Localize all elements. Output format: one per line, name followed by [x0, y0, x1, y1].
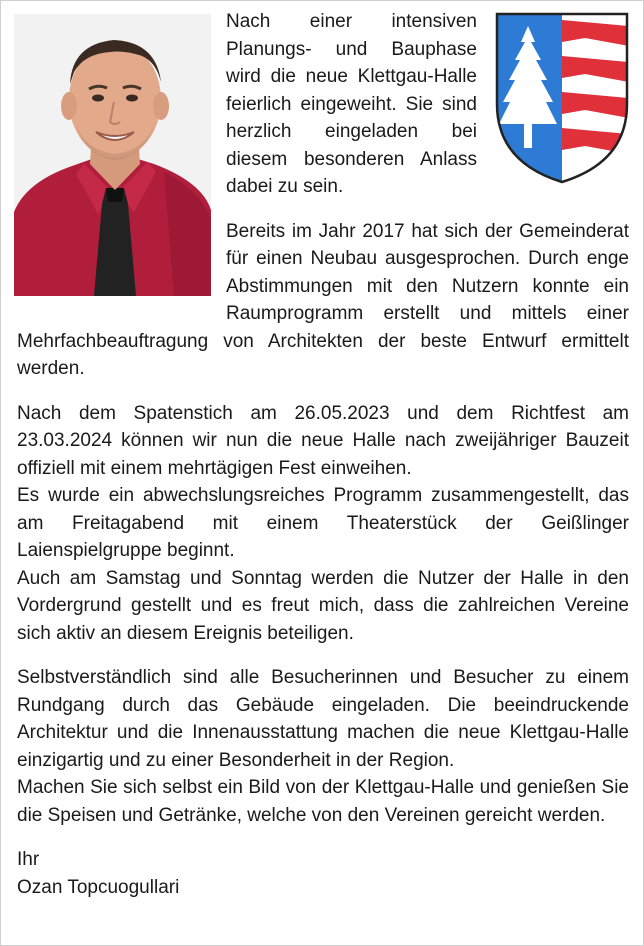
paragraph-weekend: Auch am Samstag und Sonntag werden die Nutzer der Halle in den Vordergrund gestellt und es freut mich, dass die zahlreichen Vereine sich aktiv an diesem Ereignis beteiligen. — [17, 567, 629, 644]
coat-of-arms-icon — [495, 12, 629, 184]
municipal-coat-of-arms — [495, 12, 629, 184]
portrait-photo — [14, 14, 211, 296]
closing-text: Ihr — [17, 849, 40, 870]
paragraph-timeline: Nach dem Spatenstich am 26.05.2023 und dem Richtfest am 23.03.2024 können wir nun die neue Halle nach zweijähriger Bauzeit offiziell mit einem mehrtägigen Fest einweihen. — [17, 402, 629, 479]
paragraph-tour: Selbstverständlich sind alle Besucherinnen und Besucher zu einem Rundgang durch das Gebäude eingeladen. Die beeindruckende Architektur und die Innenausstattung machen die neue Klettgau-Halle einzigartig und zu einer Besonderheit in der Region. — [17, 667, 629, 771]
signature-name: Ozan Topcuogullari — [17, 876, 180, 898]
paragraph-program: Es wurde ein abwechslungsreiches Programm zusammengestellt, das am Freitagabend mit einem Theaterstück der Geißlinger Laienspielgruppe beginnt. — [17, 485, 629, 561]
paragraph-food: Machen Sie sich selbst ein Bild von der Klettgau-Halle und genießen Sie die Speisen und Getränke, welche von den Vereinen gereicht werden. — [17, 777, 629, 826]
paragraph-intro: Nach einer intensiven Planungs- und Bauphase wird die neue Klettgau-Halle feierlich eingeweiht. Sie sind herzlich eingeladen bei diesem besonderen Anlass dabei zu sein. — [226, 11, 477, 197]
article-body — [17, 8, 629, 901]
portrait-illustration — [14, 14, 211, 296]
paragraph-history: Bereits im Jahr 2017 hat sich der Gemeinderat für einen Neubau ausgesprochen. Durch enge Abstimmungen mit den Nutzern konnte ein Raumprogramm erstellt und mittels einer Mehrfachbeauftragung von Architekten der beste Entwurf ermittelt werden. — [17, 220, 629, 379]
